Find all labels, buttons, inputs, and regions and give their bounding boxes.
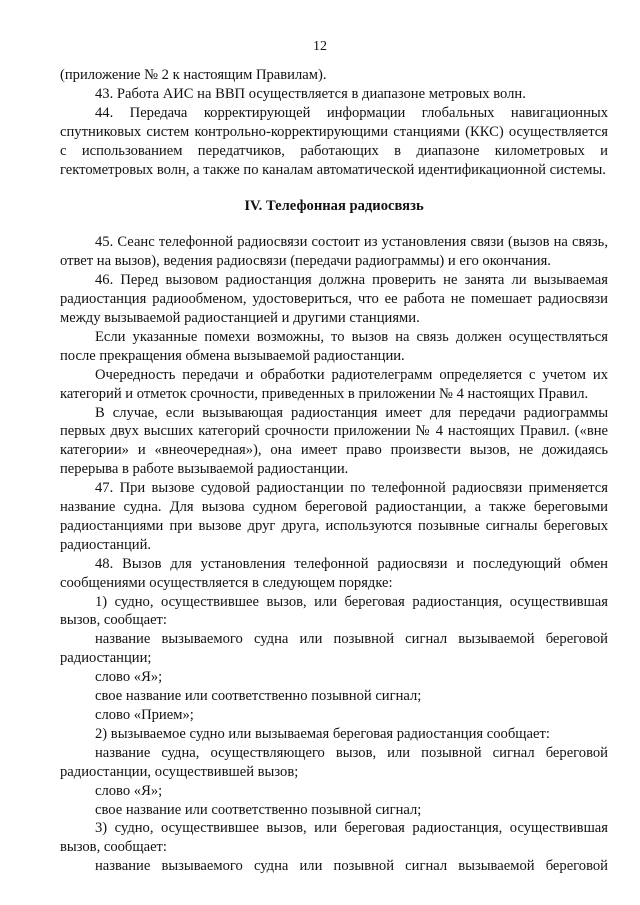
- paragraph-top-0: (приложение № 2 к настоящим Правилам).: [60, 67, 327, 83]
- list-item-2-word-ya: слово «Я»;: [95, 782, 163, 799]
- list-item-1-word-ya: слово «Я»;: [95, 669, 163, 686]
- list-item-3-called-name: название вызываемого судна или позывной сигнал вызываемой береговой: [95, 858, 608, 875]
- list-item-1-called-name: название вызываемого судна или позывной сигнал вызываемой береговой радиостанции;: [60, 631, 608, 667]
- section-heading: IV. Телефонная радиосвязь: [244, 198, 424, 215]
- paragraph-47: 47. При вызове судовой радиостанции по телефонной радиосвязи применяется название судна. Для вызова судном береговой радиостанции, а также береговыми радиостанциями при вызове друг друга, используются позывные сигналы береговых радиостанций.: [60, 480, 608, 553]
- paragraph-top-1: 43. Работа АИС на ВВП осуществляется в диапазоне метровых волн.: [95, 85, 526, 102]
- list-item-3: 3) судно, осуществившее вызов, или береговая радиостанция, осуществившая вызов, сообщает:: [60, 820, 608, 856]
- list-item-1: 1) судно, осуществившее вызов, или береговая радиостанция, осуществившая вызов, сообщает:: [60, 593, 608, 629]
- paragraph-48: 48. Вызов для установления телефонной радиосвязи и последующий обмен сообщениями осуществляется в следующем порядке:: [60, 555, 608, 591]
- paragraph-46-interference: Если указанные помехи возможны, то вызов на связь должен осуществляться после прекращения обмена вызываемой радиостанции.: [60, 328, 608, 364]
- paragraph-46-urgent: В случае, если вызывающая радиостанция имеет для передачи радиограммы первых двух высших категорий срочности приложении № 4 настоящих Правил. («вне категории» и «внеочередная»), она имеет право произвести вызов, не дожидаясь перерыва в работе вызываемой радиостанции.: [60, 404, 608, 478]
- list-item-2: 2) вызываемое судно или вызываемая береговая радиостанция сообщает:: [95, 725, 550, 742]
- page-body: [60, 66, 608, 876]
- list-item-1-word-priem: слово «Прием»;: [95, 707, 194, 723]
- paragraph-46-order: Очередность передачи и обработки радиотелеграмм определяется с учетом их категорий и отметок срочности, приведенных в приложении № 4 настоящих Правил.: [60, 366, 608, 402]
- list-item-2-caller-name: название судна, осуществляющего вызов, или позывной сигнал береговой радиостанции, осуществившей вызов;: [60, 744, 608, 780]
- paragraph-45: 45. Сеанс телефонной радиосвязи состоит из установления связи (вызов на связь, ответ на вызов), ведения радиосвязи (передачи радиограммы) и его окончания.: [60, 234, 608, 270]
- paragraph-46: 46. Перед вызовом радиостанция должна проверить не занята ли вызываемая радиостанция радиообменом, удостовериться, что ее работа не помешает радиосвязи между вызываемой радиостанцией и другими станциями.: [60, 272, 608, 326]
- paragraph-top-2: 44. Передача корректирующей информации глобальных навигационных спутниковых систем контрольно-корректирующими станциями (ККС) осуществляется с использованием передатчиков, работающих в диапазоне километровых и гектометровых волн, а также по каналам автоматической идентификационной системы.: [60, 104, 608, 178]
- list-item-2-own-name: свое название или соответственно позывной сигнал;: [95, 801, 422, 818]
- list-item-1-own-name: свое название или соответственно позывной сигнал;: [95, 688, 422, 705]
- page-number: 12: [313, 39, 327, 54]
